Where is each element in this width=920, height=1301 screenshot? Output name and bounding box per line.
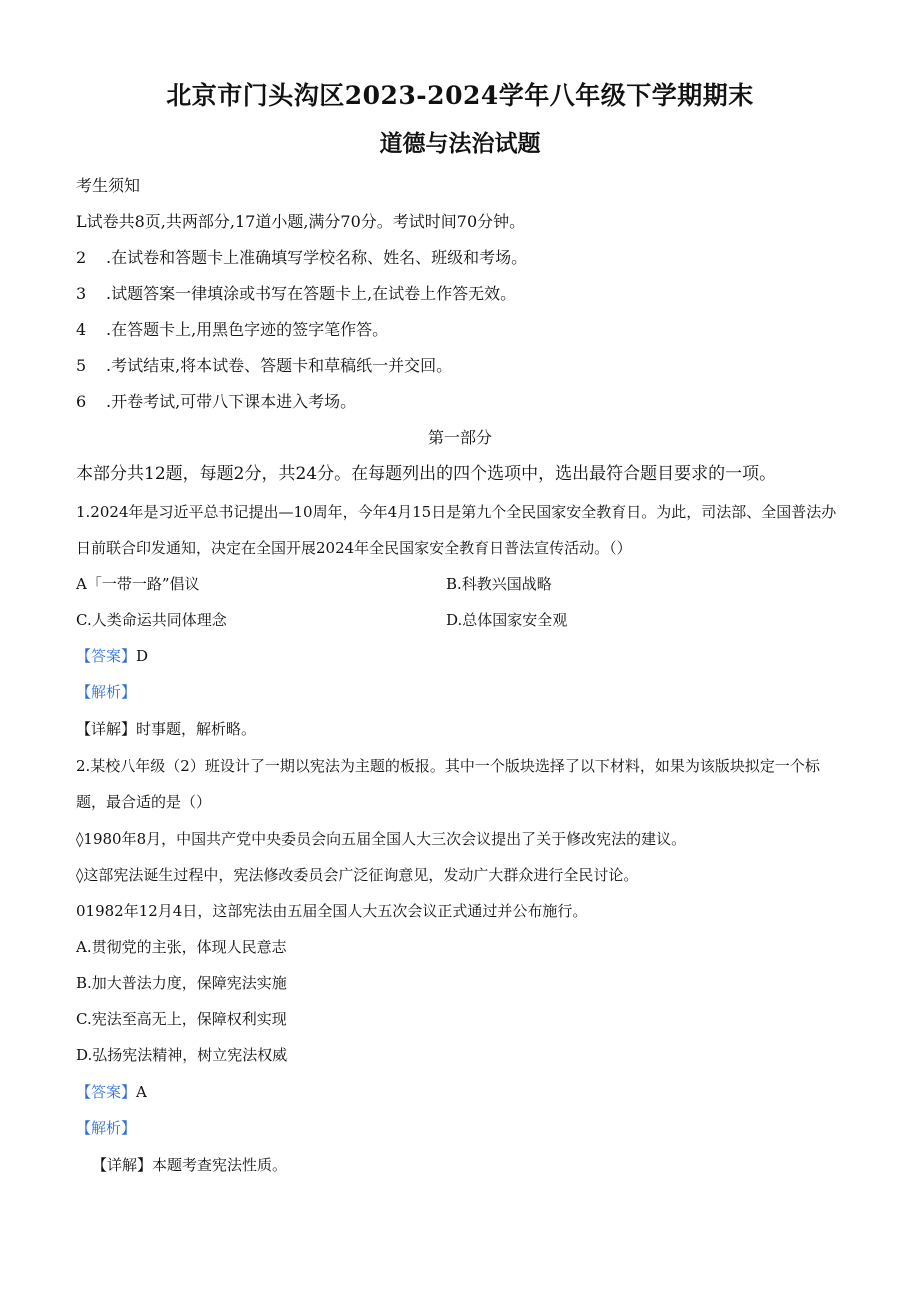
notice-item-text: .在答题卡上,用黑色字迹的签字笔作答。 — [106, 320, 389, 339]
notice-item-number: 6 — [76, 392, 87, 411]
notice-item-text: .考试结束,将本试卷、答题卡和草稿纸一并交回。 — [106, 356, 453, 375]
question-2-material: ◊这部宪法诞生过程中，宪法修改委员会广泛征询意见，发动广大群众进行全民讨论。 — [76, 866, 639, 884]
question-2-option-c: C.宪法至高无上，保障权利实现 — [76, 1010, 287, 1028]
question-2-analysis — [76, 1117, 136, 1139]
question-2-option-a: A.贯彻党的主张，体现人民意志 — [76, 938, 287, 956]
question-2-stem-line2: 题，最合适的是（） — [76, 793, 212, 811]
analysis-tag: 【解析】 — [76, 1119, 137, 1137]
question-2-detail — [92, 1154, 287, 1176]
notice-item-text: .开卷考试,可带八下课本进入考场。 — [106, 392, 357, 411]
notice-item-number: 2 — [76, 248, 87, 267]
question-2-option-d: D.弘扬宪法精神，树立宪法权威 — [76, 1046, 288, 1064]
notice-item-text: L试卷共8页,共两部分,17道小题,满分70分。考试时间70分钟。 — [76, 212, 526, 231]
section-intro: 本部分共12题，每题2分，共24分。在每题列出的四个选项中，选出最符合题目要求的一项。 — [76, 464, 777, 484]
notice-item-text: .试题答案一律填涂或书写在答题卡上,在试卷上作答无效。 — [106, 284, 517, 303]
notice-item — [76, 390, 356, 414]
answer-tag: 【答案】 — [76, 1083, 137, 1101]
question-1-option-c: C.人类命运共同体理念 — [76, 611, 227, 629]
question-1-answer — [76, 645, 148, 667]
question-2-option-b: B.加大普法力度，保障宪法实施 — [76, 974, 287, 992]
notice-item — [76, 354, 452, 378]
question-2-material: 01982年12月4日，这部宪法由五届全国人大五次会议正式通过并公布施行。 — [76, 902, 588, 920]
detail-tag: 【详解】 — [76, 720, 137, 738]
question-1-stem-line2: 日前联合印发通知，决定在全国开展2024年全民国家安全教育日普法宣传活动。（） — [76, 539, 632, 557]
detail-text: 本题考查宪法性质。 — [152, 1156, 288, 1174]
analysis-tag: 【解析】 — [76, 683, 137, 701]
answer-value: A — [136, 1083, 147, 1101]
question-1-option-a: A「一带一路”倡议 — [76, 575, 200, 593]
notice-item — [76, 318, 388, 342]
notice-heading: 考生须知 — [76, 176, 141, 195]
notice-item-number: 5 — [76, 356, 87, 375]
answer-tag: 【答案】 — [76, 647, 137, 665]
question-2-material: ◊1980年8月，中国共产党中央委员会向五届全国人大三次会议提出了关于修改宪法的建议。 — [76, 830, 687, 848]
notice-item — [76, 246, 527, 270]
question-1-stem-line1: 1.2024年是习近平总书记提出—10周年，今年4月15日是第九个全民国家安全教育日。为此，司法部、全国普法办 — [76, 503, 837, 521]
question-1-option-d: D.总体国家安全观 — [446, 611, 568, 629]
exam-subtitle: 道德与法治试题 — [379, 130, 541, 157]
question-1-detail — [76, 718, 256, 740]
question-2-answer — [76, 1081, 147, 1103]
notice-item-text: .在试卷和答题卡上准确填写学校名称、姓名、班级和考场。 — [106, 248, 528, 267]
notice-item-number: 3 — [76, 284, 87, 303]
answer-value: D — [136, 647, 149, 665]
exam-title: 北京市门头沟区2023-2024学年八年级下学期期末 — [166, 81, 754, 110]
question-1-analysis — [76, 681, 136, 703]
question-1-option-b: B.科教兴国战略 — [446, 575, 552, 593]
notice-item-number: 4 — [76, 320, 87, 339]
section-heading: 第一部分 — [427, 428, 492, 447]
notice-item — [76, 210, 525, 234]
detail-text: 时事题，解析略。 — [136, 720, 257, 738]
question-2-stem-line1: 2.某校八年级（2）班设计了一期以宪法为主题的板报。其中一个版块选择了以下材料，如果为该版块拟定一个标 — [76, 757, 820, 775]
detail-tag: 【详解】 — [92, 1156, 153, 1174]
notice-item — [76, 282, 516, 306]
